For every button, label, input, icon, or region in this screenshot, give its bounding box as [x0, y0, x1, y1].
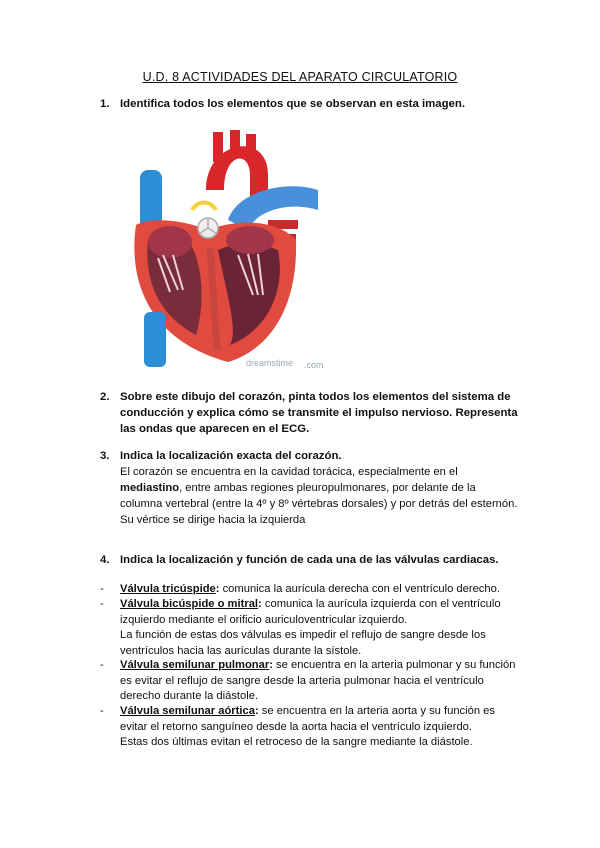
valve-term: Válvula bicúspide o mitral [120, 598, 259, 610]
valve-term: Válvula semilunar aórtica [120, 705, 255, 717]
svg-text:.com: .com [304, 360, 324, 370]
page-title: U.D. 8 ACTIVIDADES DEL APARATO CIRCULATORIO [142, 70, 458, 84]
question-number: 3. [100, 450, 110, 462]
conduction-node [192, 203, 216, 211]
question-number: 1. [100, 98, 110, 110]
answer-3-bold-term: mediastino [120, 482, 180, 494]
question-text: Identifica todos los elementos que se observan en esta imagen. [120, 98, 465, 110]
question-text: Indica la localización y función de cada una de las válvulas cardiacas. [120, 554, 499, 566]
question-number: 2. [100, 391, 110, 403]
document-page: U.D. 8 ACTIVIDADES DEL APARATO CIRCULATORIO 1. Identifica todos los elementos que se observan en esta imagen. dreamstime .com 2. Sobre este dibujo del corazón, pinta todos los elementos del sistema de conducción y explica cómo se transmite el impulso nervioso. Representa las ondas que aparecen en el ECG. 3. Indica la localización exacta del corazón. El corazón se encuentra en la cavidad torácica, especialmente en el mediastino, entre ambas regiones pleuropulmonares, por delante de la columna vertebral (entre la 4º y 8º vértebras dorsales) y por detrás del esternón. Su vértice se dirige hacia la izquierda 4. Indica la localización y función de cada una de las válvulas cardiacas. - Válvula tricúspide: comunica la aurícula derecha con el ventrículo derecho. - Válvula bicúspide o mitral: comunica la aurícula izquierda con el ventrículo izquierdo mediante el orificio auriculoventricular izquierdo. La función de estas dos válvulas es impedir el reflujo de sangre desde los ventrículos hacia las aurículas durante la sístole. - Válvula semilunar pulmonar: se encuentra en la arteria pulmonar y su función es evitar el reflujo de sangre desde la arteria pulmonar hacia el ventrículo derecho durante la diástole. - Válvula semilunar aórtica: se encuentra en la arteria aorta y su función es evitar el retorno sanguíneo desde la aorta hacia el ventrículo izquierdo. Estas dos últimas evitan el retroceso de la sangre mediante la diástole. [0, 0, 600, 848]
right-atrium [148, 226, 192, 258]
left-atrium [226, 226, 274, 254]
question-number: 4. [100, 554, 110, 566]
image-watermark: dreamstime [246, 358, 294, 368]
heart-diagram-image [118, 130, 358, 380]
valve-term: Válvula tricúspide [120, 583, 216, 595]
inferior-vena-cava [144, 312, 166, 367]
valve-term: Válvula semilunar pulmonar [120, 659, 270, 671]
question-text: Indica la localización exacta del corazón. [120, 450, 342, 462]
question-text: Sobre este dibujo del corazón, pinta todos los elementos del sistema de conducción y explica cómo se transmite el impulso nervioso. Representa las ondas que aparecen en el ECG. [120, 391, 518, 435]
answer-3-paragraph: El corazón se encuentra en la cavidad torácica, especialmente en el mediastino, entre ambas regiones pleuropulmonares, por delante de la columna vertebral (entre la 4º y 8º vértebras dorsales) y por detrás del esternón. Su vértice se dirige hacia la izquierda [120, 466, 518, 526]
